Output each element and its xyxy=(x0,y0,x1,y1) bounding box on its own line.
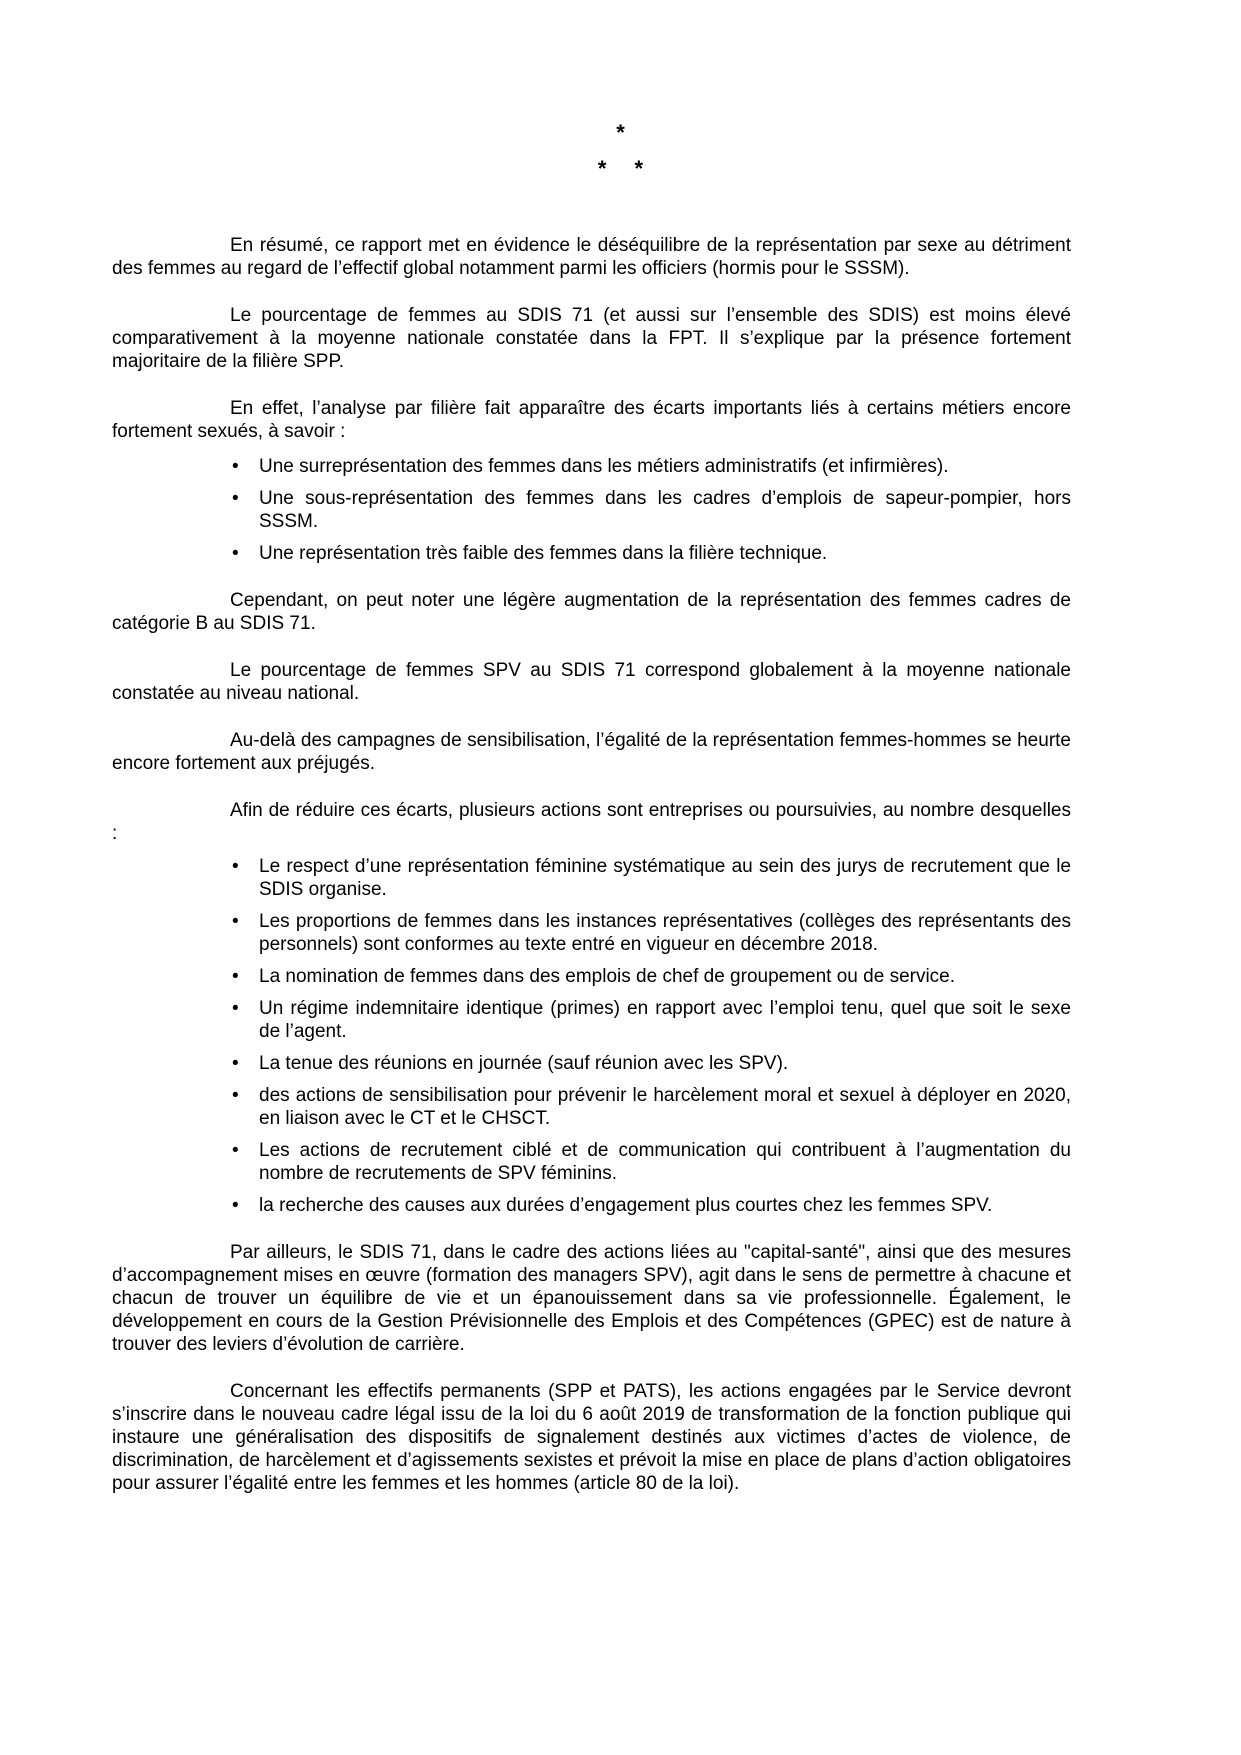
list-item xyxy=(230,1084,1071,1130)
bullet-icon: • xyxy=(232,1053,239,1074)
paragraph-capital-sante: Par ailleurs, le SDIS 71, dans le cadre des actions liées au "capital-santé", ainsi que des mesures d’accompagnement mises en œuvre (formation des managers SPV), agit dans le sens de permettre à chacune et chacun de trouver un équilibre de vie et un épanouissement dans sa vie professionnelle. Également, le développement en cours de la Gestion Prévisionnelle des Emplois et des Compétences (GPEC) est de nature à trouver des leviers d’évolution de carrière. xyxy=(112,1242,1071,1355)
document-body xyxy=(112,234,1071,1519)
paragraph-summary: En résumé, ce rapport met en évidence le déséquilibre de la représentation par sexe au détriment des femmes au regard de l’effectif global notamment parmi les officiers (hormis pour le SSSM). xyxy=(112,235,1071,279)
paragraph-prejudice: Au-delà des campagnes de sensibilisation, l’égalité de la représentation femmes-hommes se heurte encore fortement aux préjugés. xyxy=(112,730,1071,774)
list-item-text: La nomination de femmes dans des emplois de chef de groupement ou de service. xyxy=(259,966,956,987)
list-item-text: Une surreprésentation des femmes dans les métiers administratifs (et infirmières). xyxy=(259,456,949,477)
separator-star-top: * xyxy=(616,120,625,145)
list-gaps xyxy=(112,455,1071,565)
bullet-icon: • xyxy=(232,1140,239,1161)
paragraph-increase: Cependant, on peut noter une légère augmentation de la représentation des femmes cadres de catégorie B au SDIS 71. xyxy=(112,590,1071,634)
bullet-icon: • xyxy=(232,1195,239,1216)
paragraph-legal-framework: Concernant les effectifs permanents (SPP et PATS), les actions engagées par le Service devront s’inscrire dans le nouveau cadre légal issu de la loi du 6 août 2019 de transformation de la fonction publique qui instaure une généralisation des dispositifs de signalement destinés aux victimes d’actes de violence, de discrimination, de harcèlement et d’agissements sexistes et prévoit la mise en place de plans d’action obligatoires pour assurer l’égalité entre les femmes et les hommes (article 80 de la loi). xyxy=(112,1381,1071,1494)
list-item-text: la recherche des causes aux durées d’engagement plus courtes chez les femmes SPV. xyxy=(259,1195,993,1216)
list-item xyxy=(230,487,1071,533)
list-item-text: La tenue des réunions en journée (sauf réunion avec les SPV). xyxy=(259,1053,789,1074)
list-item-text: des actions de sensibilisation pour prévenir le harcèlement moral et sexuel à déployer en 2020, en liaison avec le CT et le CHSCT. xyxy=(259,1085,1071,1129)
list-item xyxy=(230,855,1071,901)
paragraph-actions-intro: Afin de réduire ces écarts, plusieurs actions sont entreprises ou poursuivies, au nombre desquelles : xyxy=(112,800,1071,844)
paragraph-analysis: En effet, l’analyse par filière fait apparaître des écarts importants liés à certains métiers encore fortement sexués, à savoir : xyxy=(112,398,1071,442)
list-item-text: Une sous-représentation des femmes dans les cadres d’emplois de sapeur-pompier, hors SSSM. xyxy=(259,488,1071,532)
paragraph-spv: Le pourcentage de femmes SPV au SDIS 71 correspond globalement à la moyenne nationale constatée au niveau national. xyxy=(112,660,1071,704)
list-item xyxy=(230,542,1071,565)
bullet-icon: • xyxy=(232,543,239,564)
separator-stars-bottom: * * xyxy=(597,156,644,181)
bullet-icon: • xyxy=(232,998,239,1019)
list-item xyxy=(230,1052,1071,1075)
list-item xyxy=(230,910,1071,956)
list-item xyxy=(230,965,1071,988)
list-item-text: Les actions de recrutement ciblé et de communication qui contribuent à l’augmentation du nombre de recrutements de SPV féminins. xyxy=(259,1140,1071,1184)
bullet-icon: • xyxy=(232,1085,239,1106)
bullet-icon: • xyxy=(232,456,239,477)
list-actions xyxy=(112,855,1071,1217)
bullet-icon: • xyxy=(232,911,239,932)
list-item-text: Le respect d’une représentation féminine systématique au sein des jurys de recrutement que le SDIS organise. xyxy=(259,856,1071,900)
paragraph-percentage: Le pourcentage de femmes au SDIS 71 (et aussi sur l’ensemble des SDIS) est moins élevé comparativement à la moyenne nationale constatée dans la FPT. Il s’explique par la présence fortement majoritaire de la filière SPP. xyxy=(112,305,1071,372)
bullet-icon: • xyxy=(232,488,239,509)
list-item-text: Un régime indemnitaire identique (primes) en rapport avec l’emploi tenu, quel que soit le sexe de l’agent. xyxy=(259,998,1071,1042)
bullet-icon: • xyxy=(232,966,239,987)
list-item xyxy=(230,1194,1071,1217)
list-item xyxy=(230,455,1071,478)
list-item-text: Les proportions de femmes dans les instances représentatives (collèges des représentants des personnels) sont conformes au texte entré en vigueur en décembre 2018. xyxy=(259,911,1071,955)
list-item xyxy=(230,1139,1071,1185)
list-item xyxy=(230,997,1071,1043)
list-item-text: Une représentation très faible des femmes dans la filière technique. xyxy=(259,543,828,564)
bullet-icon: • xyxy=(232,856,239,877)
